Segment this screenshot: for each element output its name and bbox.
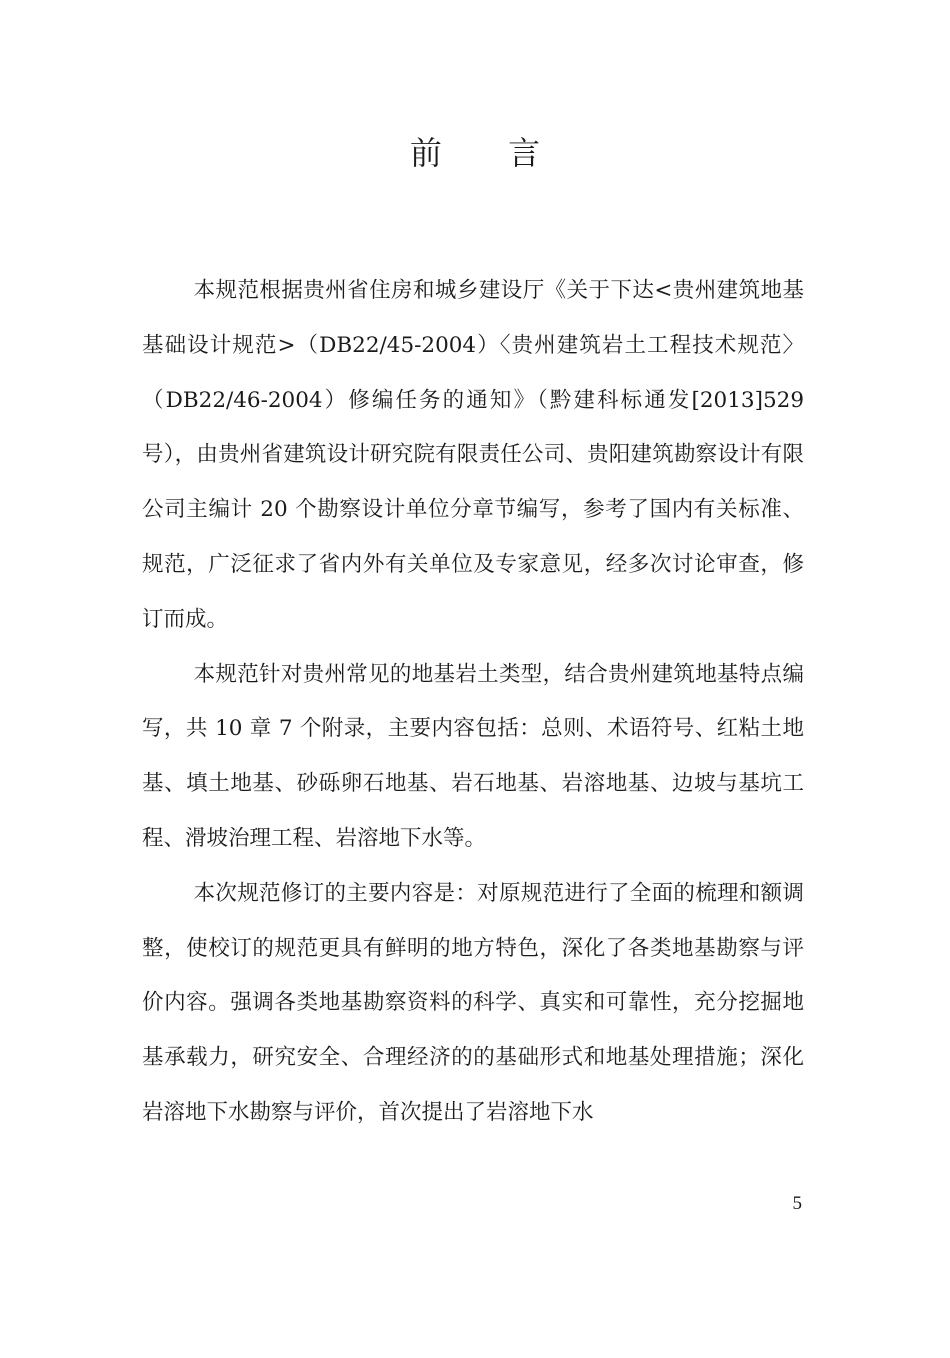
page-number: 5 [792, 1193, 802, 1214]
body-text [142, 264, 804, 1141]
paragraph-1: 本规范根据贵州省住房和城乡建设厅《关于下达<贵州建筑地基基础设计规范>（DB22/45-2004）〈贵州建筑岩土工程技术规范〉（DB22/46-2004）修编任务的通知》（黔建科标通发[2013]529 号），由贵州省建筑设计研究院有限责任公司、贵阳建筑勘察设计有限公司主编计 20 个勘察设计单位分章节编写，参考了国内有关标准、规范，广泛征求了省内外有关单位及专家意见，经多次讨论审查，修订而成。 [142, 278, 804, 632]
page-title: 前 言 [409, 134, 569, 172]
paragraph-2: 本规范针对贵州常见的地基岩土类型，结合贵州建筑地基特点编写，共 10 章 7 个附录，主要内容包括：总则、术语符号、红粘土地基、填土地基、砂砾卵石地基、岩石地基、岩溶地基、边坡与基坑工程、滑坡治理工程、岩溶地下水等。 [142, 661, 804, 851]
paragraph-3: 本次规范修订的主要内容是：对原规范进行了全面的梳理和额调整，使校订的规范更具有鲜明的地方特色，深化了各类地基勘察与评价内容。强调各类地基勘察资料的科学、真实和可靠性，充分挖掘地基承载力，研究安全、合理经济的的基础形式和地基处理措施；深化岩溶地下水勘察与评价，首次提出了岩溶地下水 [142, 880, 804, 1125]
